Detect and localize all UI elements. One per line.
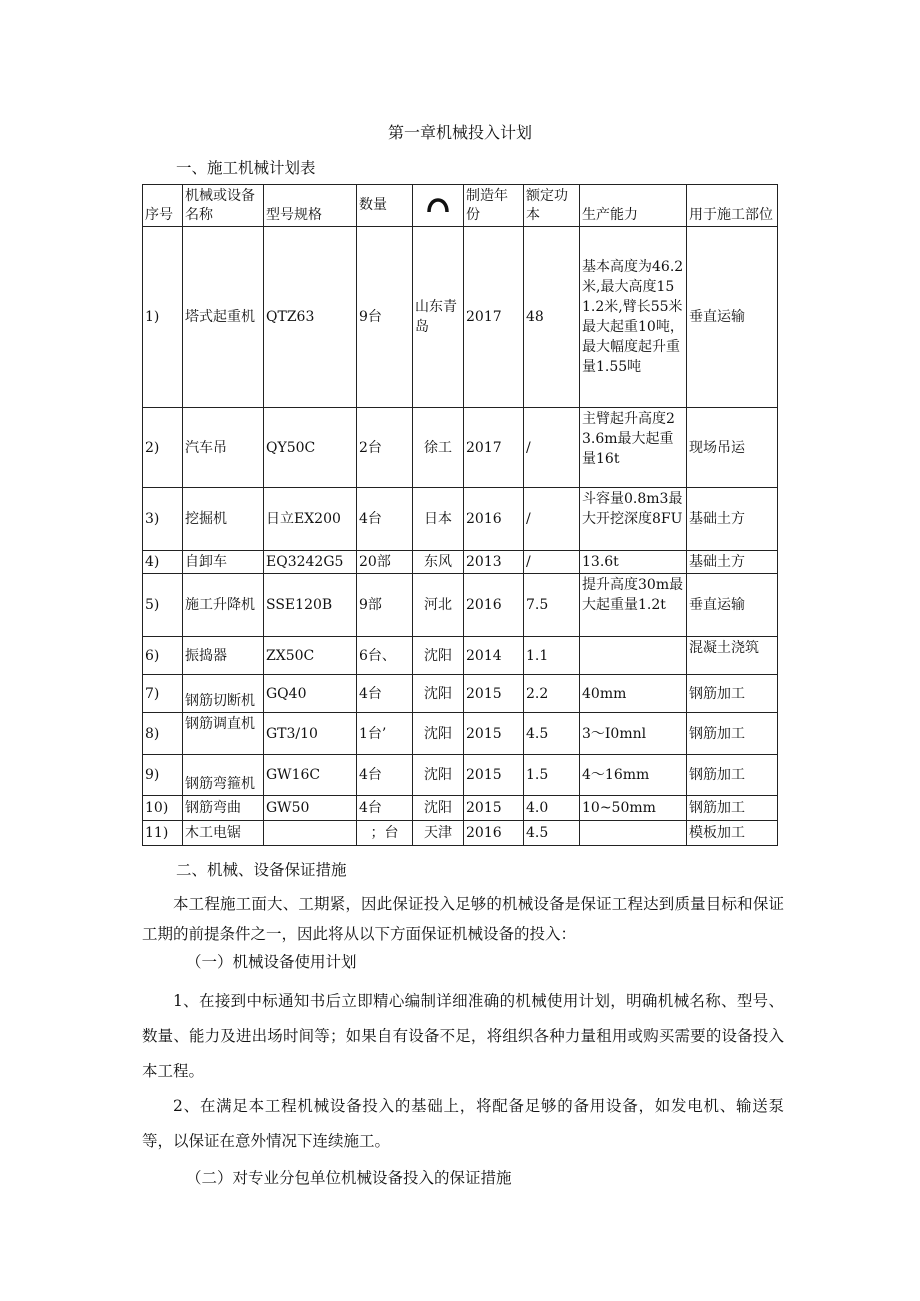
cell-model: EQ3242G5 <box>264 551 357 574</box>
cell-name: 木工电锯 <box>183 821 264 846</box>
cell-capacity <box>580 637 687 675</box>
header-cell-qty: 数量 <box>357 185 413 227</box>
cell-capacity: 10~50mm <box>580 796 687 821</box>
cell-name: 挖掘机 <box>183 488 264 551</box>
subheading-usage-plan: （一）机械设备使用计划 <box>186 953 357 971</box>
cell-origin: 沈阳 <box>413 637 464 675</box>
cell-no: 7) <box>143 675 183 713</box>
cell-name: 钢筋调直机 <box>183 713 264 755</box>
cell-name: 钢筋切断机 <box>183 675 264 713</box>
table-row <box>143 755 778 796</box>
cell-name: 振捣器 <box>183 637 264 675</box>
cell-origin: 东风 <box>413 551 464 574</box>
cell-power: 1.1 <box>524 637 580 675</box>
cell-year: 2017 <box>464 408 524 488</box>
cell-year: 2016 <box>464 821 524 846</box>
cell-name: 汽车吊 <box>183 408 264 488</box>
table-row <box>143 713 778 755</box>
cell-capacity: 13.6t <box>580 551 687 574</box>
cell-year: 2013 <box>464 551 524 574</box>
section-heading-1: 一、施工机械计划表 <box>176 159 316 177</box>
cell-qty: 4台 <box>357 755 413 796</box>
cell-no: 1) <box>143 227 183 408</box>
cell-qty: 1台’ <box>357 713 413 755</box>
cell-power: 4.5 <box>524 713 580 755</box>
cell-year: 2015 <box>464 796 524 821</box>
table-row <box>143 637 778 675</box>
header-cell-year: 制造年份 <box>464 185 524 227</box>
cell-qty: 9台 <box>357 227 413 408</box>
cell-name: 自卸车 <box>183 551 264 574</box>
cell-use: 基础土方 <box>687 488 778 551</box>
subheading-subcontractor: （二）对专业分包单位机械设备投入的保证措施 <box>186 1169 512 1187</box>
cell-qty: ；台 <box>357 821 413 846</box>
cell-use: 垂直运输 <box>687 227 778 408</box>
cell-capacity <box>580 821 687 846</box>
cell-qty: 20部 <box>357 551 413 574</box>
cell-year: 2015 <box>464 755 524 796</box>
cell-capacity: 基本高度为46.2米,最大高度151.2米,臂长55米最大起重10吨，最大幅度起升重量1.55吨 <box>580 227 687 408</box>
cell-no: 8) <box>143 713 183 755</box>
cell-capacity: 3～I0mnl <box>580 713 687 755</box>
cell-model: QTZ63 <box>264 227 357 408</box>
cell-origin: 沈阳 <box>413 675 464 713</box>
table-row <box>143 574 778 637</box>
cell-power: / <box>524 488 580 551</box>
cell-year: 2016 <box>464 574 524 637</box>
cell-use: 模板加工 <box>687 821 778 846</box>
cell-origin: 河北 <box>413 574 464 637</box>
paragraph-item-2: 2、在满足本工程机械设备投入的基础上，将配备足够的备用设备，如发电机、输送泵等，以保证在意外情况下连续施工。 <box>142 1097 784 1150</box>
cell-capacity: 4～16mm <box>580 755 687 796</box>
cell-model: GT3/10 <box>264 713 357 755</box>
machinery-plan-table <box>142 184 778 846</box>
cell-origin: 日本 <box>413 488 464 551</box>
cell-qty: 2台 <box>357 408 413 488</box>
table-header-row <box>143 185 778 227</box>
cell-no: 2) <box>143 408 183 488</box>
cell-power: 7.5 <box>524 574 580 637</box>
cell-model: ZX50C <box>264 637 357 675</box>
header-cell-capacity: 生产能力 <box>580 185 687 227</box>
table-row <box>143 821 778 846</box>
cell-origin: 天津 <box>413 821 464 846</box>
paragraph-item-1: 1、在接到中标通知书后立即精心编制详细准确的机械使用计划，明确机械名称、型号、数量、能力及进出场时间等；如果自有设备不足，将组织各种力量租用或购买需要的设备投入本工程。 <box>142 992 784 1080</box>
arch-mark-icon <box>425 192 451 214</box>
cell-no: 3) <box>143 488 183 551</box>
cell-origin: 沈阳 <box>413 796 464 821</box>
cell-use: 现场吊运 <box>687 408 778 488</box>
cell-name: 钢筋弯曲 <box>183 796 264 821</box>
table-row <box>143 408 778 488</box>
cell-no: 9) <box>143 755 183 796</box>
cell-year: 2014 <box>464 637 524 675</box>
cell-use: 垂直运输 <box>687 574 778 637</box>
header-cell-use: 用于施工部位 <box>687 185 778 227</box>
page-title: 第一章机械投入计划 <box>387 123 532 142</box>
cell-power: 1.5 <box>524 755 580 796</box>
cell-year: 2015 <box>464 713 524 755</box>
cell-power: 4.5 <box>524 821 580 846</box>
cell-model: GW16C <box>264 755 357 796</box>
cell-model <box>264 821 357 846</box>
cell-use: 钢筋加工 <box>687 713 778 755</box>
cell-power: / <box>524 551 580 574</box>
table-row <box>143 675 778 713</box>
cell-power: 48 <box>524 227 580 408</box>
cell-use: 混凝土浇筑 <box>687 637 778 675</box>
cell-qty: 4台 <box>357 675 413 713</box>
table-row <box>143 551 778 574</box>
cell-power: / <box>524 408 580 488</box>
cell-qty: 4台 <box>357 796 413 821</box>
cell-power: 2.2 <box>524 675 580 713</box>
cell-use: 钢筋加工 <box>687 675 778 713</box>
cell-name: 钢筋弯箍机 <box>183 755 264 796</box>
cell-model: QY50C <box>264 408 357 488</box>
cell-year: 2016 <box>464 488 524 551</box>
cell-origin: 徐工 <box>413 408 464 488</box>
cell-no: 6) <box>143 637 183 675</box>
header-cell-no: 序号 <box>143 185 183 227</box>
cell-qty: 9部 <box>357 574 413 637</box>
cell-use: 钢筋加工 <box>687 755 778 796</box>
cell-year: 2017 <box>464 227 524 408</box>
cell-use: 基础土方 <box>687 551 778 574</box>
cell-origin: 沈阳 <box>413 713 464 755</box>
cell-no: 4) <box>143 551 183 574</box>
cell-use: 钢筋加工 <box>687 796 778 821</box>
cell-name: 塔式起重机 <box>183 227 264 408</box>
cell-year: 2015 <box>464 675 524 713</box>
section-heading-2: 二、机械、设备保证措施 <box>176 861 347 879</box>
cell-qty: 4台 <box>357 488 413 551</box>
header-cell-power: 额定功本 <box>524 185 580 227</box>
table-row <box>143 796 778 821</box>
cell-origin: 沈阳 <box>413 755 464 796</box>
cell-capacity: 斗容量0.8m3最大开挖深度8FU <box>580 488 687 551</box>
cell-power: 4.0 <box>524 796 580 821</box>
cell-qty: 6台、 <box>357 637 413 675</box>
header-cell-name: 机械或设备名称 <box>183 185 264 227</box>
cell-capacity: 主臂起升高度23.6m最大起重量16t <box>580 408 687 488</box>
header-cell-model: 型号规格 <box>264 185 357 227</box>
cell-no: 11) <box>143 821 183 846</box>
cell-model: 日立EX200 <box>264 488 357 551</box>
cell-model: GW50 <box>264 796 357 821</box>
cell-capacity: 40mm <box>580 675 687 713</box>
table-row <box>143 227 778 408</box>
cell-no: 10) <box>143 796 183 821</box>
cell-model: SSE120B <box>264 574 357 637</box>
cell-capacity: 提升高度30m最大起重量1.2t <box>580 574 687 637</box>
cell-origin: 山东青岛 <box>413 227 464 408</box>
table-row <box>143 488 778 551</box>
cell-no: 5) <box>143 574 183 637</box>
cell-name: 施工升降机 <box>183 574 264 637</box>
paragraph-intro: 本工程施工面大、工期紧，因此保证投入足够的机械设备是保证工程达到质量目标和保证工期的前提条件之一，因此将从以下方面保证机械设备的投入： <box>142 895 784 943</box>
cell-model: GQ40 <box>264 675 357 713</box>
header-cell-origin <box>413 185 464 227</box>
